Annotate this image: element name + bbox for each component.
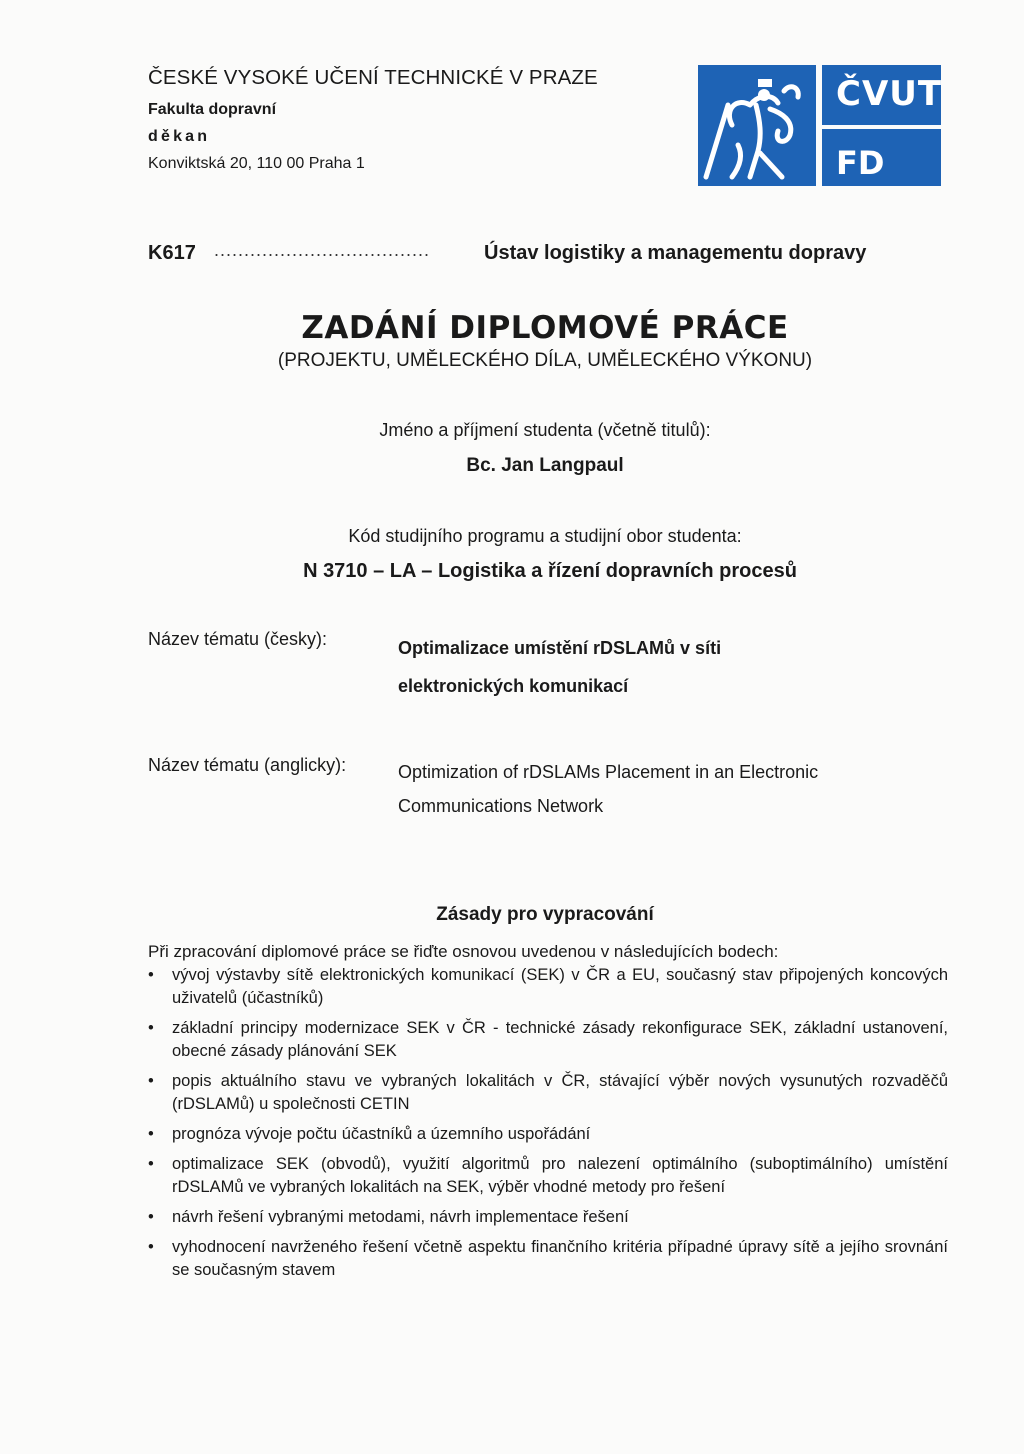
bullet-icon: • (148, 1019, 154, 1037)
principles-intro: Při zpracování diplomové práce se řiďte osnovou uvedenou v následujících bodech: (148, 942, 779, 961)
list-item: • vývoj výstavby sítě elektronických komunikací (SEK) v ČR a EU, současný stav připojených koncových uživatelů (účastníků) (148, 966, 948, 1007)
student-label: Jméno a příjmení studenta (včetně titulů): (379, 420, 711, 440)
address: Konviktská 20, 110 00 Praha 1 (148, 155, 365, 172)
logo-fd-text: FD (836, 144, 885, 182)
list-item: • prognóza vývoje počtu účastníků a územního uspořádání (148, 1123, 948, 1146)
university-lion-logo-icon (698, 65, 816, 186)
topic-en: Optimization of rDSLAMs Placement in an Electronic Communications Network (398, 762, 819, 816)
faculty-name: Fakulta dopravní (148, 101, 277, 118)
list-item: • optimalizace SEK (obvodů), využití algoritmů pro nalezení optimálního (suboptimálního) umístění rDSLAMů ve vybraných lokalitách na SEK, výběr vhodné metody pro řešení (148, 1155, 948, 1196)
logo-cvut-text: ČVUT (836, 74, 943, 114)
department-name: Ústav logistiky a managementu dopravy (484, 242, 867, 264)
bullet-icon: • (148, 1125, 154, 1143)
dean-label: děkan (148, 128, 211, 145)
topic-en-label: Název tématu (anglicky): (148, 755, 347, 775)
principles-heading: Zásady pro vypracování (436, 904, 654, 925)
topic-cz-label: Název tématu (česky): (148, 629, 328, 649)
department-dots: .................................... (214, 240, 431, 260)
principles-list (148, 964, 948, 1289)
bullet-icon: • (148, 1208, 154, 1226)
lion-emblem-icon (698, 65, 816, 186)
university-name: ČESKÉ VYSOKÉ UČENÍ TECHNICKÉ V PRAZE (148, 66, 598, 89)
list-item: • vyhodnocení navrženého řešení včetně aspektu finančního kritéria případné úpravy sítě a jejího srovnání se současným stavem (148, 1238, 948, 1279)
student-name: Bc. Jan Langpaul (466, 455, 624, 476)
topic-cz: Optimalizace umístění rDSLAMů v síti elektronických komunikací (398, 638, 722, 696)
list-item: • základní principy modernizace SEK v ČR - technické zásady rekonfigurace SEK, základní ustanovení, obecné zásady plánování SEK (148, 1019, 948, 1060)
document-title: ZADÁNÍ DIPLOMOVÉ PRÁCE (301, 310, 789, 346)
list-item: • návrh řešení vybranými metodami, návrh implementace řešení (148, 1206, 948, 1229)
study-program: N 3710 – LA – Logistika a řízení dopravních procesů (303, 560, 797, 582)
list-item: • popis aktuálního stavu ve vybraných lokalitách v ČR, stávající výběr nových vysunutých rozvaděčů (rDSLAMů) u společnosti CETIN (148, 1072, 948, 1113)
program-label: Kód studijního programu a studijní obor studenta: (348, 526, 742, 546)
bullet-icon: • (148, 1072, 154, 1090)
bullet-icon: • (148, 1238, 154, 1256)
bullet-icon: • (148, 1155, 154, 1173)
document-subtitle: (PROJEKTU, UMĚLECKÉHO DÍLA, UMĚLECKÉHO VÝKONU) (277, 350, 813, 371)
department-code: K617 (148, 242, 196, 264)
bullet-icon: • (148, 966, 154, 984)
